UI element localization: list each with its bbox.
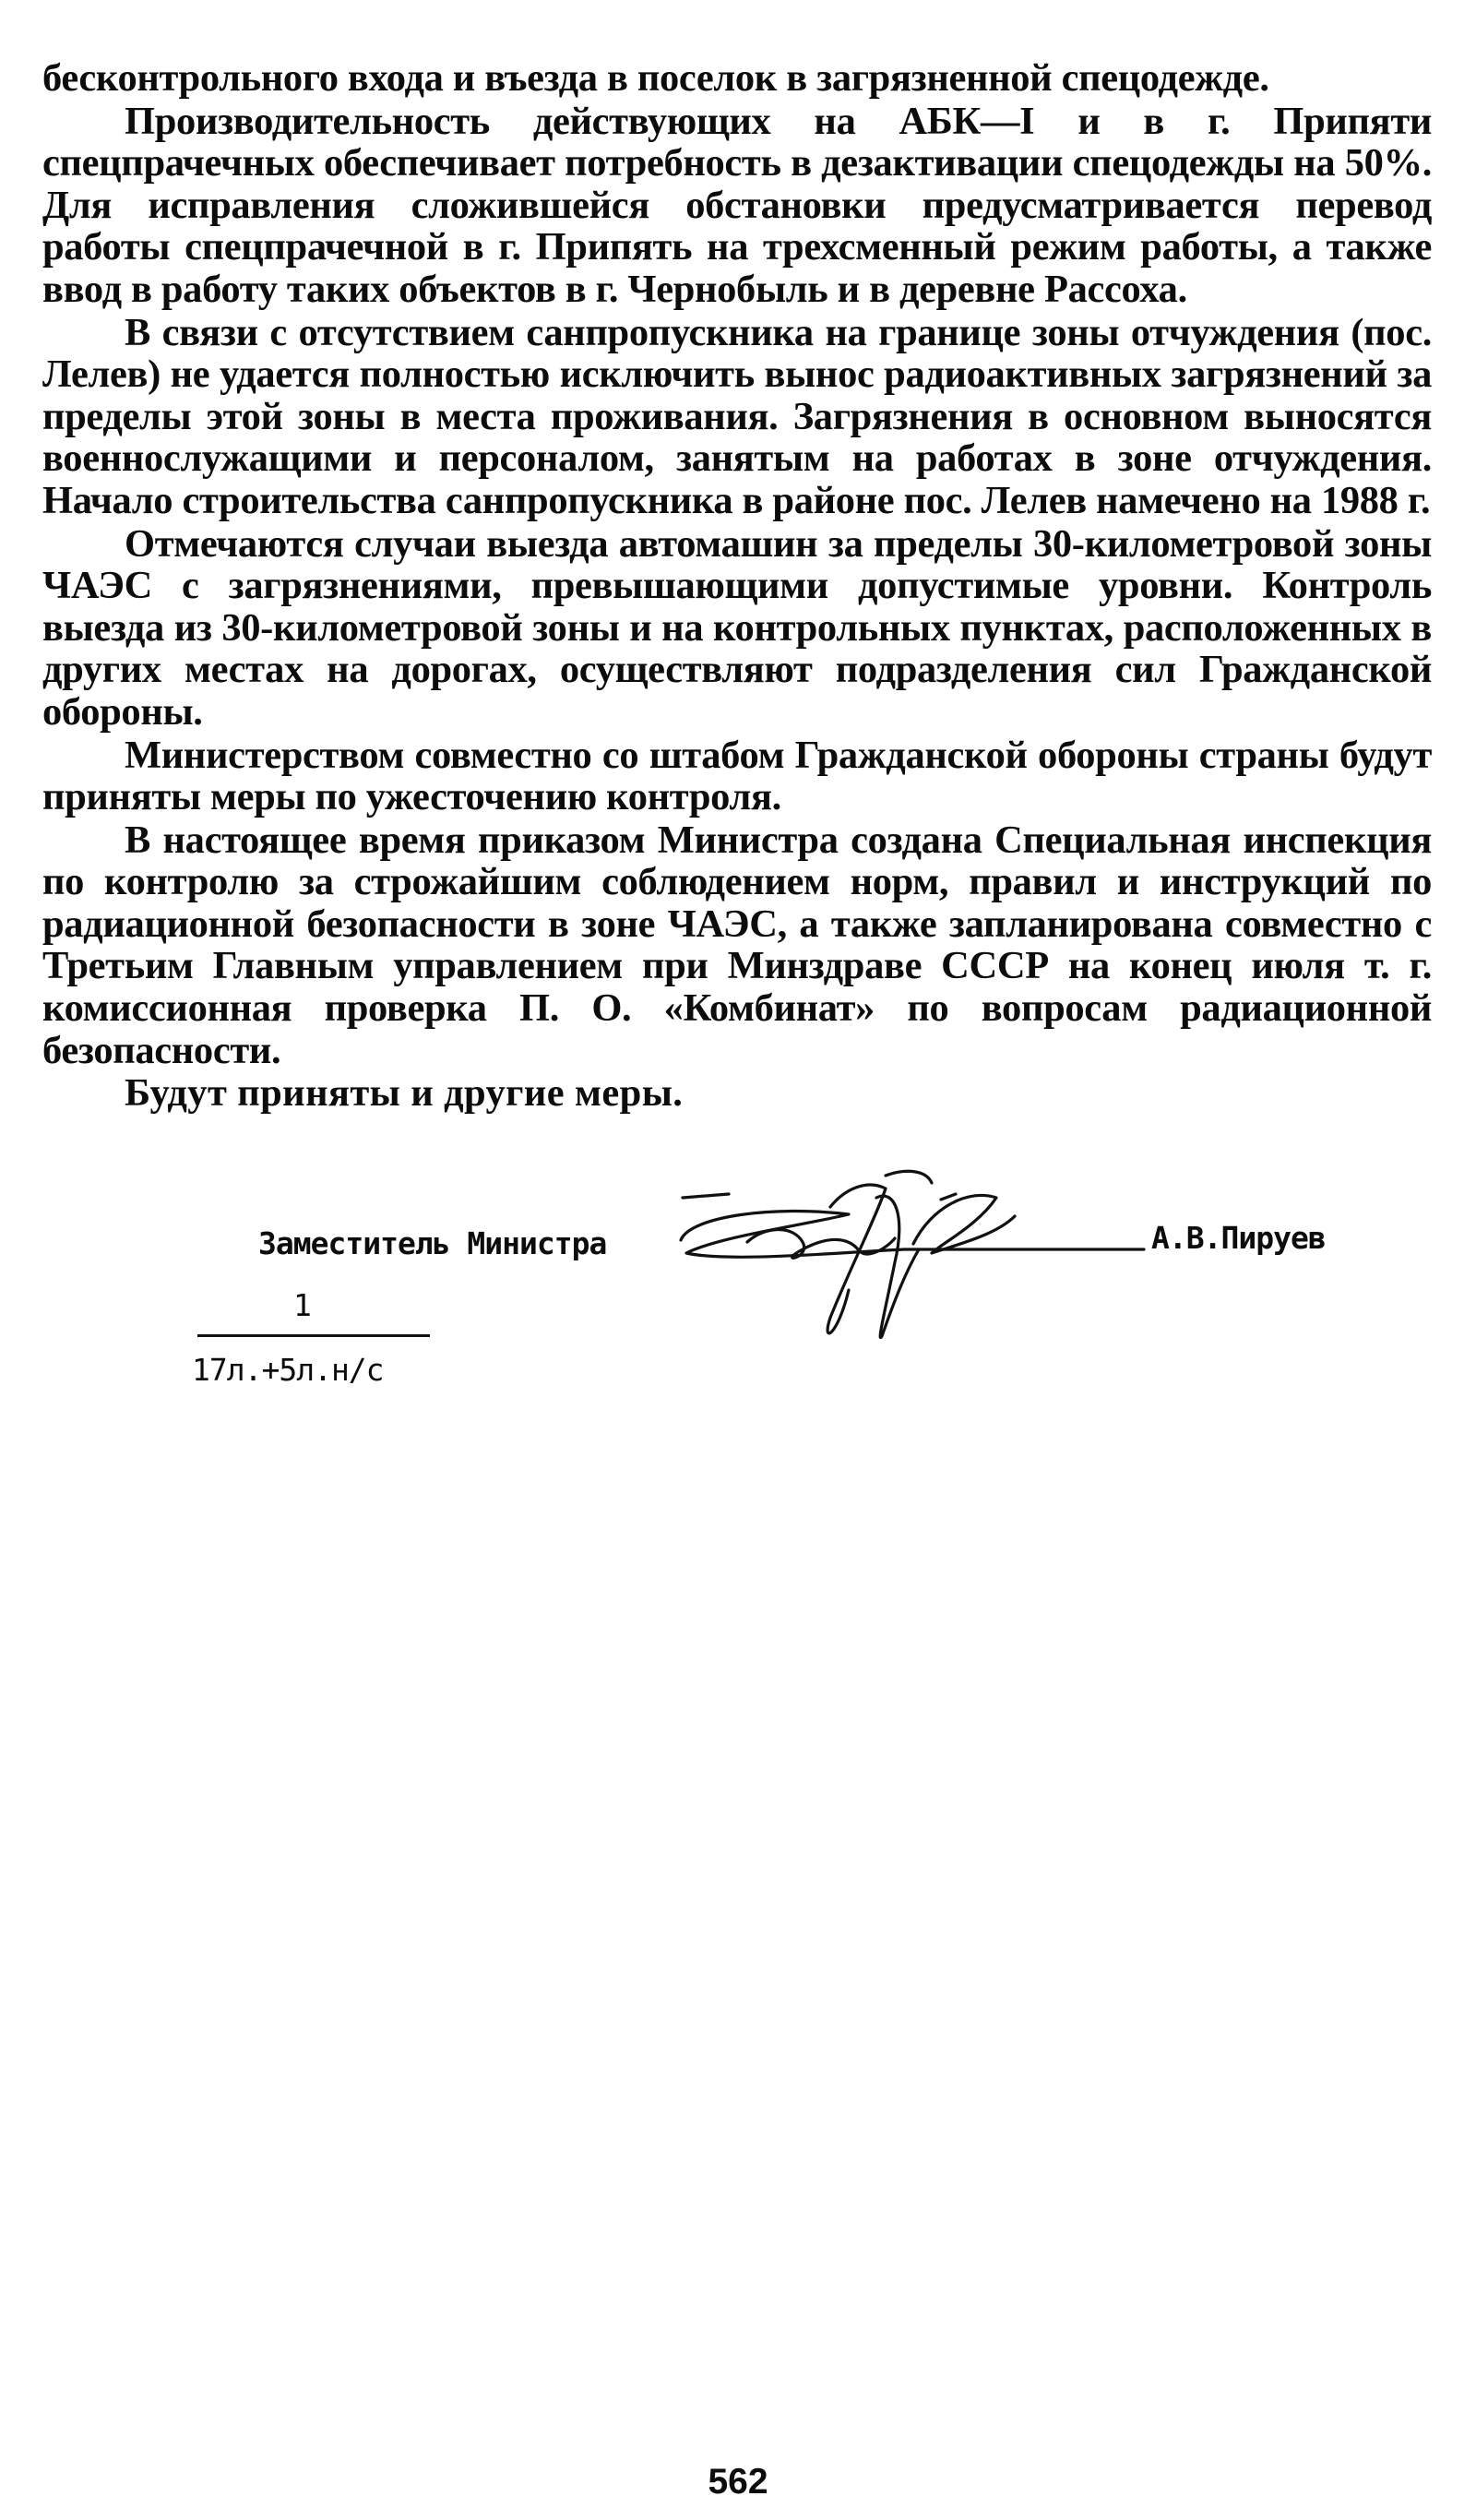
paragraph-6: В настоящее время приказом Министра создана Специальная инспекция по контролю за строжайшим соблюдением норм, правил и инструкций по радиационной безопасности в зоне ЧАЭС, а также запланирована совместно с Третьим Главным управлением при Минздраве СССР на конец июля т. г. комиссионная проверка П. О. «Комбинат» по вопросам радиационной безопасности. [42,818,1432,1072]
document-body [42,57,1432,1116]
paragraph-4: Отмечаются случаи выезда автомашин за пределы 30-километровой зоны ЧАЭС с загрязнениями, превышающими допустимые уровни. Контроль выезда из 30-километровой зоны и на контрольных пунктах, расположенных в других местах на дорогах, осуществляют подразделения сил Гражданской обороны. [42,521,1432,734]
paragraph-1: бесконтрольного входа и въезда в поселок в загрязненной спецодежде. [42,56,1269,100]
signatory-name: А.В.Пируев [1151,1220,1326,1256]
handwritten-signature [664,1161,1181,1391]
copy-divider [197,1334,430,1337]
paragraph-5: Министерством совместно со штабом Гражданской обороны страны будут приняты меры по ужесточению контроля. [42,733,1432,819]
paragraph-2: Производительность действующих на АБК—I и в г. Припяти спецпрачечных обеспечивает потребность в дезактивации спецодежды на 50%. Для исправления сложившейся обстановки предусматривается перевод работы спецпрачечной в г. Припять на трехсменный режим работы, а также ввод в работу таких объектов в г. Чернобыль и в деревне Рассоха. [42,99,1432,311]
page-number: 562 [708,2462,768,2502]
paragraph-7: Будут приняты и другие меры. [125,1071,684,1116]
copy-count: 1 [293,1287,312,1323]
sheets-note: 17л.+5л.н/с [192,1352,384,1388]
signatory-title: Заместитель Министра [258,1225,607,1261]
paragraph-3: В связи с отсутствием санпропускника на границе зоны отчуждения (пос. Лелев) не удается полностью исключить вынос радиоактивных загрязнений за пределы этой зоны в места проживания. Загрязнения в основном выносятся военнослужащими и персоналом, занятым на работах в зоне отчуждения. Начало строительства санпропускника в районе пос. Лелев намечено на 1988 г. [42,310,1432,522]
